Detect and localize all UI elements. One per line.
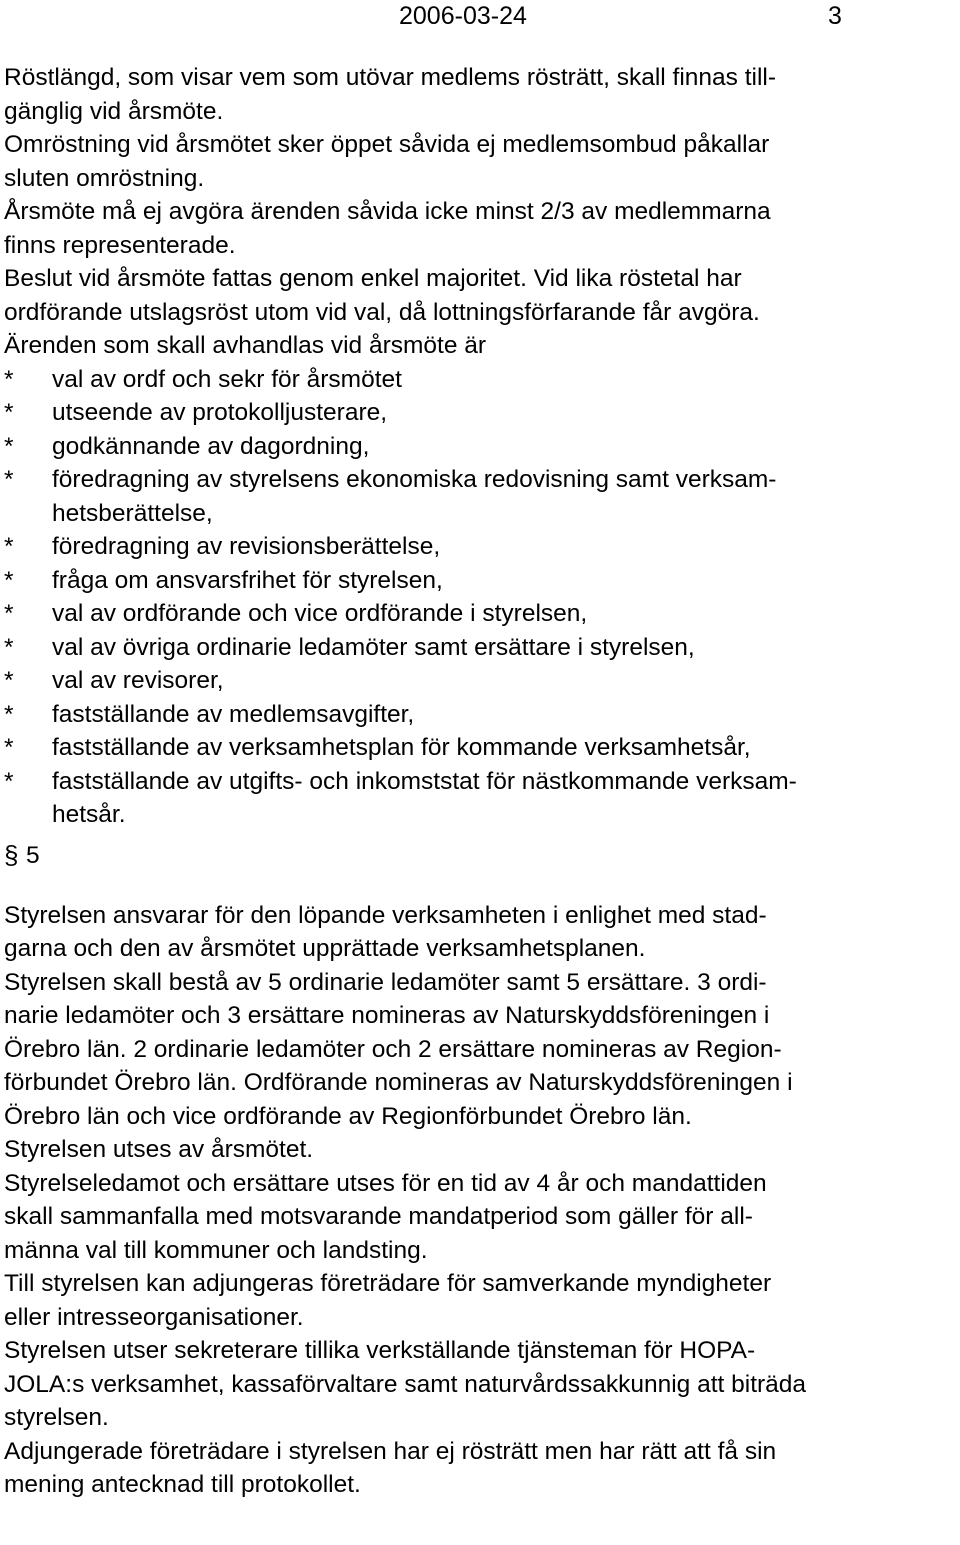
text-line: skall sammanfalla med motsvarande mandatperiod som gäller för all-: [4, 1203, 753, 1230]
bullet-marker: *: [4, 399, 14, 426]
section-symbol: §: [4, 839, 19, 870]
text-line: Styrelseledamot och ersättare utses för en tid av 4 år och mandattiden: [4, 1169, 767, 1197]
list-item-text: fastställande av utgifts- och inkomststat för nästkommande verksam-: [52, 767, 797, 795]
text-line: Styrelsen ansvarar för den löpande verksamheten i enlighet med stad-: [4, 901, 767, 929]
text-line: gänglig vid årsmöte.: [4, 97, 224, 125]
bullet-marker: *: [4, 466, 14, 493]
text-line: ordförande utslagsröst utom vid val, då lottningsförfarande får avgöra.: [4, 298, 760, 326]
text-line: Adjungerade företrädare i styrelsen har ej rösträtt men har rätt att få sin: [4, 1437, 777, 1465]
list-item-text: föredragning av styrelsens ekonomiska redovisning samt verksam-: [52, 466, 777, 493]
list-item: [4, 463, 958, 497]
list-item: [4, 530, 958, 564]
text-line: förbundet Örebro län. Ordförande nomineras av Naturskyddsföreningen i: [4, 1069, 793, 1096]
text-line: eller intresseorganisationer.: [4, 1303, 304, 1331]
list-item-text: godkännande av dagordning,: [52, 432, 370, 460]
list-item: [4, 597, 958, 631]
list-item-text: fastställande av medlemsavgifter,: [52, 700, 415, 728]
page-number: 3: [828, 2, 842, 30]
text-line: Örebro län. 2 ordinarie ledamöter och 2 ersättare nomineras av Region-: [4, 1035, 782, 1063]
list-item: [4, 564, 958, 598]
bullet-marker: *: [4, 767, 14, 795]
list-item-text: fastställande av verksamhetsplan för kommande verksamhetsår,: [52, 734, 751, 761]
list-item-text: val av revisorer,: [52, 667, 224, 694]
section-number: 5: [26, 841, 40, 869]
list-item-text: fråga om ansvarsfrihet för styrelsen,: [52, 566, 443, 594]
page-header: [0, 0, 960, 36]
text-line: Styrelsen skall bestå av 5 ordinarie ledamöter samt 5 ersättare. 3 ordi-: [4, 968, 767, 996]
list-item-text: val av ordf och sekr för årsmötet: [52, 365, 402, 393]
list-item: [4, 396, 958, 430]
bullet-marker: *: [4, 566, 14, 594]
text-line: Beslut vid årsmöte fattas genom enkel majoritet. Vid lika röstetal har: [4, 265, 742, 292]
list-item-text: föredragning av revisionsberättelse,: [52, 533, 441, 560]
text-line: narie ledamöter och 3 ersättare nomineras av Naturskyddsföreningen i: [4, 1002, 770, 1029]
list-item-continuation: hetsberättelse,: [52, 499, 213, 527]
bullet-marker: *: [4, 700, 14, 728]
list-item: [4, 430, 958, 464]
text-line: Ärenden som skall avhandlas vid årsmöte är: [4, 332, 487, 359]
document-body: [4, 61, 958, 1502]
list-item-text: val av övriga ordinarie ledamöter samt ersättare i styrelsen,: [52, 633, 695, 661]
list-item-continuation: hetsår.: [52, 801, 126, 828]
text-line: mening antecknad till protokollet.: [4, 1471, 361, 1498]
bullet-marker: *: [4, 365, 14, 393]
bullet-marker: *: [4, 600, 14, 627]
bullet-marker: *: [4, 734, 14, 761]
text-line: männa val till kommuner och landsting.: [4, 1236, 428, 1264]
text-line: garna och den av årsmötet upprättade verksamhetsplanen.: [4, 935, 646, 962]
text-line: Örebro län och vice ordförande av Regionförbundet Örebro län.: [4, 1102, 692, 1130]
text-line: styrelsen.: [4, 1404, 109, 1431]
list-item: [4, 731, 958, 765]
list-item: [4, 631, 958, 665]
bullet-marker: *: [4, 533, 14, 560]
header-date: 2006-03-24: [399, 2, 527, 30]
bullet-marker: *: [4, 667, 14, 694]
bullet-marker: *: [4, 432, 14, 460]
text-line: Till styrelsen kan adjungeras företrädare för samverkande myndigheter: [4, 1270, 772, 1297]
text-line: JOLA:s verksamhet, kassaförvaltare samt naturvårdssakkunnig att biträda: [4, 1370, 807, 1398]
text-line: Styrelsen utses av årsmötet.: [4, 1136, 314, 1163]
list-item-text: utseende av protokolljusterare,: [52, 399, 388, 426]
section-heading: [4, 832, 958, 899]
text-line: Styrelsen utser sekreterare tillika verkställande tjänsteman för HOPA-: [4, 1337, 756, 1364]
text-line: sluten omröstning.: [4, 164, 205, 192]
list-item: [4, 765, 958, 799]
text-line: finns representerade.: [4, 231, 236, 259]
text-line: Röstlängd, som visar vem som utövar medlems rösträtt, skall finnas till-: [4, 64, 776, 91]
list-item-text: val av ordförande och vice ordförande i styrelsen,: [52, 600, 588, 627]
section-body: [4, 899, 958, 1502]
list-item: [4, 363, 958, 397]
agenda-list: [4, 363, 958, 832]
list-item: [4, 698, 958, 732]
text-line: Årsmöte må ej avgöra ärenden såvida icke minst 2/3 av medlemmarna: [4, 198, 771, 225]
text-line: Omröstning vid årsmötet sker öppet såvida ej medlemsombud påkallar: [4, 131, 770, 158]
bullet-marker: *: [4, 633, 14, 661]
list-item: [4, 664, 958, 698]
